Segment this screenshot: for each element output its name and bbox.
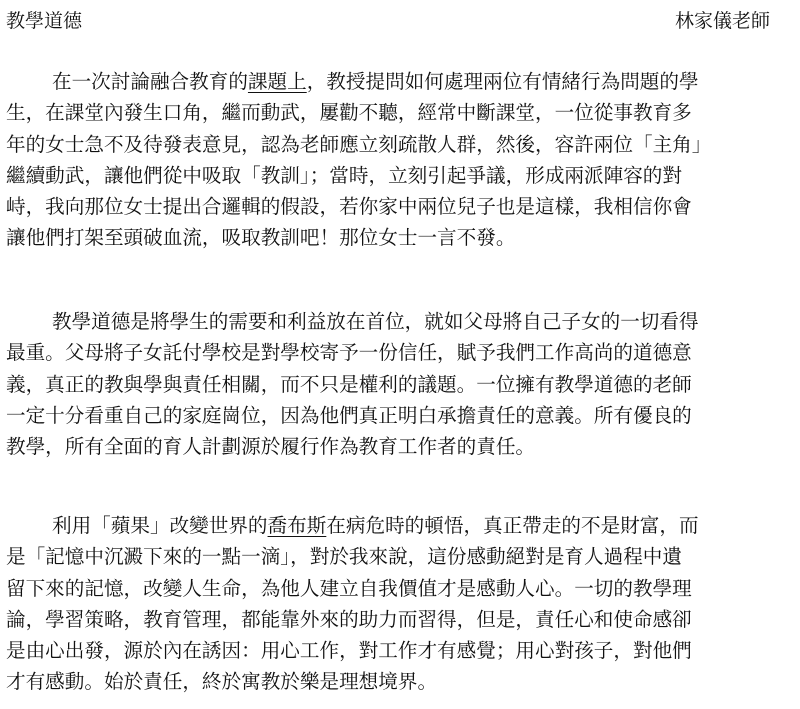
paragraph-line: 論，學習策略，教育管理，都能靠外來的助力而習得，但是，責任心和使命感卻	[6, 607, 692, 631]
text-run: 在病危時的頓悟，真正帶走的不是財富，而	[326, 514, 699, 537]
paragraph-line: 教學，所有全面的育人計劃源於履行作為教育工作者的責任。	[6, 435, 536, 459]
text-run: 在一次討論融合教育的	[52, 70, 248, 93]
text-run: ，教授提問如何處理兩位有情緒行為問題的學	[306, 70, 699, 93]
paragraph-line: 才有感動。始於責任，終於寓教於樂是理想境界。	[6, 670, 438, 694]
paragraph-line: 義，真正的教與學與責任相關，而不只是權利的議題。一位擁有教學道德的老師	[6, 372, 692, 396]
document-title: 教學道德	[6, 10, 83, 32]
paragraph-line: 繼續動武，讓他們從中吸取「教訓」；當時，立刻引起爭議，形成兩派陣容的對	[6, 163, 682, 187]
paragraph-2	[6, 306, 788, 462]
paragraph-line: 最重。父母將子女託付學校是對學校寄予一份信任，賦予我們工作高尚的道德意	[6, 341, 692, 365]
paragraph-line	[6, 66, 788, 97]
paragraph-line: 生，在課堂內發生口角，繼而動武，屢勸不聽，經常中斷課堂，一位從事教育多	[6, 101, 692, 125]
paragraph-line: 峙，我向那位女士提出合邏輯的假設，若你家中兩位兒子也是這樣，我相信你會	[6, 195, 692, 219]
document-header	[6, 6, 770, 30]
document-author: 林家儀老師	[674, 10, 770, 32]
text-run: 利用「蘋果」改變世界的	[52, 514, 268, 537]
paragraph-line: 年的女士急不及待發表意見，認為老師應立刻疏散人群，然後，容許兩位「主角」	[6, 132, 712, 156]
paragraph-line: 讓他們打架至頭破血流，吸取教訓吧！那位女士一言不發。	[6, 226, 516, 250]
paragraph-line: 是由心出發，源於內在誘因：用心工作，對工作才有感覺；用心對孩子，對他們	[6, 639, 692, 663]
paragraph-line: 教學道德是將學生的需要和利益放在首位，就如父母將自己子女的一切看得	[52, 310, 699, 333]
paragraph-line: 一定十分看重自己的家庭崗位，因為他們真正明白承擔責任的意義。所有優良的	[6, 403, 692, 427]
underlined-term: 課題上	[247, 70, 307, 93]
underlined-term: 喬布斯	[267, 514, 327, 537]
paragraph-3	[6, 510, 788, 698]
paragraph-1	[6, 66, 788, 254]
paragraph-line: 是「記憶中沉澱下來的一點一滴」，對於我來說，這份感動絕對是育人過程中遺	[6, 545, 682, 569]
paragraph-line: 留下來的記憶，改變人生命，為他人建立自我價值才是感動人心。一切的教學理	[6, 576, 692, 600]
paragraph-line	[6, 510, 788, 541]
